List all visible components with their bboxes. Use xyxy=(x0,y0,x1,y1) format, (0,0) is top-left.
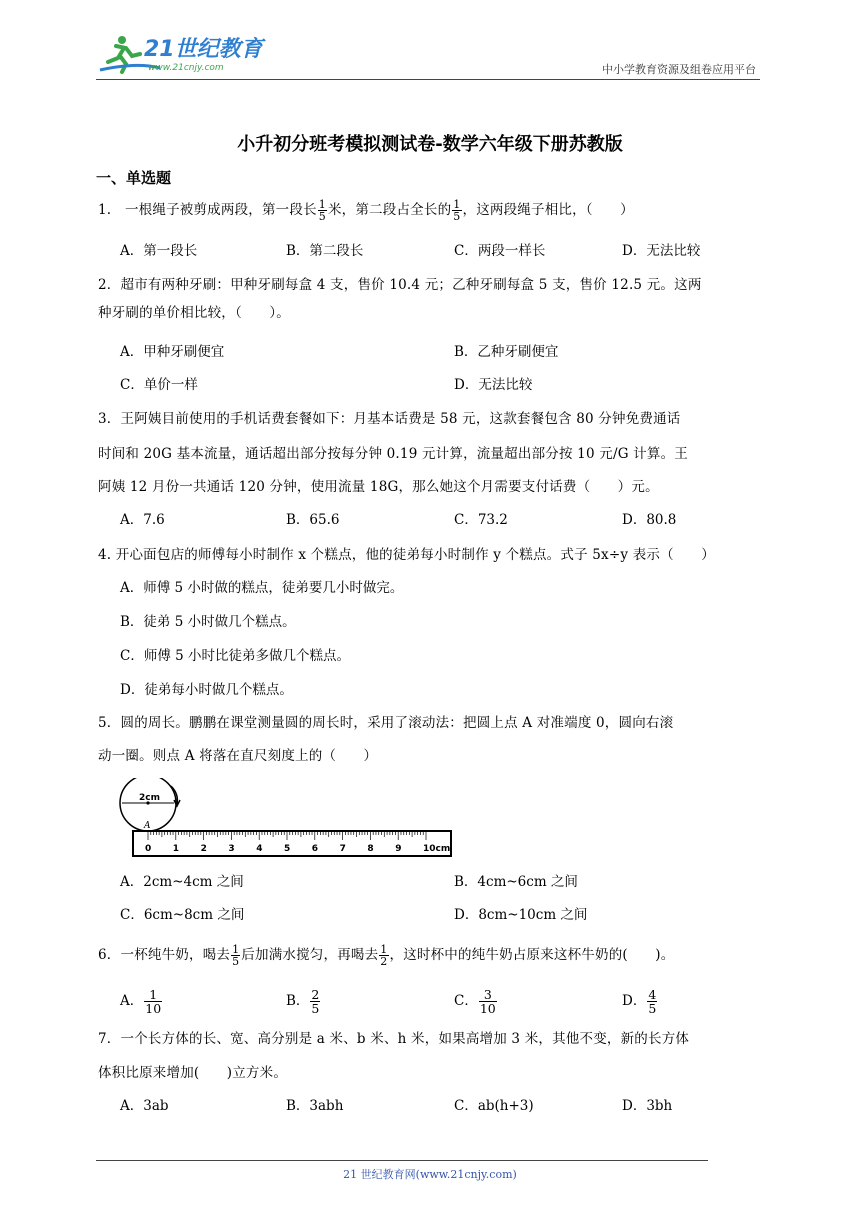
fraction: $\frac{1}{5}$ xyxy=(453,198,461,223)
q4-option-c[interactable]: C．师傅 5 小时比徒弟多做几个糕点。 xyxy=(120,648,351,664)
question-2-line-2: 种牙刷的单价相比较，（ ）。 xyxy=(98,305,290,321)
question-3-line-2: 时间和 20G 基本流量，通话超出部分按每分钟 0.19 元计算，流量超出部分按 10 元/G 计算。王 xyxy=(98,446,688,462)
fraction: $\frac{1}{10}$ xyxy=(145,987,162,1016)
fraction: $\frac{1}{5}$ xyxy=(232,943,240,968)
question-2-line-1: 2．超市有两种牙刷：甲种牙刷每盒 4 支，售价 10.4 元；乙种牙刷每盒 5 支，售价 12.5 元。这两 xyxy=(98,277,702,293)
question-1-stem: 1. 一根绳子被剪成两段，第一段长 $\frac{1}{5}$ 米，第二段占全长的 $\frac{1}{5}$ ，这两段绳子相比，（ ） xyxy=(98,198,634,223)
question-4-stem: 4. 开心面包店的师傅每小时制作 x 个糕点，他的徒弟每小时制作 y 个糕点。式子 5x÷y 表示（ ） xyxy=(98,547,715,563)
fraction: $\frac{3}{10}$ xyxy=(479,987,496,1016)
q6-option-c[interactable]: C． $\frac{3}{10}$ xyxy=(454,987,496,1016)
q2-option-b[interactable]: B．乙种牙刷便宜 xyxy=(454,344,559,360)
fraction: $\frac{4}{5}$ xyxy=(648,987,657,1016)
ruler-tick-label: 4 xyxy=(256,844,263,854)
q3-option-b[interactable]: B．65.6 xyxy=(286,512,340,528)
question-5-line-2: 动一圈。则点 A 将落在直尺刻度上的（ ） xyxy=(98,748,378,764)
q2-option-c[interactable]: C．单价一样 xyxy=(120,377,198,393)
q3-option-a[interactable]: A．7.6 xyxy=(120,512,165,528)
q1-option-d[interactable]: D．无法比较 xyxy=(622,243,701,259)
question-7-line-2: 体积比原来增加( )立方米。 xyxy=(98,1065,288,1081)
ruler-tick-label: 7 xyxy=(339,844,346,854)
page-title: 小升初分班考模拟测试卷-数学六年级下册苏教版 xyxy=(237,134,623,155)
ruler-tick-label: 6 xyxy=(311,844,319,854)
q6-option-a[interactable]: A． $\frac{1}{10}$ xyxy=(120,987,162,1016)
fraction: $\frac{2}{5}$ xyxy=(311,987,320,1016)
ruler-tick-label: 8 xyxy=(367,844,374,854)
ruler-tick-label: 3 xyxy=(228,844,235,854)
q5-option-d[interactable]: D．8cm~10cm 之间 xyxy=(454,907,588,923)
question-5-line-1: 5．圆的周长。鹏鹏在课堂测量圆的周长时，采用了滚动法：把圆上点 A 对准端度 0，圆向右滚 xyxy=(98,715,674,731)
q5-option-a[interactable]: A．2cm~4cm 之间 xyxy=(120,874,244,890)
runner-logo-icon xyxy=(96,32,266,76)
footer-divider xyxy=(96,1160,708,1161)
ruler-ticks xyxy=(145,831,450,854)
q7-option-c[interactable]: C．ab(h+3) xyxy=(454,1098,534,1114)
q7-option-a[interactable]: A．3ab xyxy=(120,1098,169,1114)
svg-text:A: A xyxy=(144,821,151,831)
ruler-tick-label: 9 xyxy=(395,844,402,854)
ruler-tick-label: 10cm xyxy=(423,844,451,854)
question-3-line-3: 阿姨 12 月份一共通话 120 分钟，使用流量 18G，那么她这个月需要支付话费（ ）元。 xyxy=(98,479,659,495)
svg-text:2cm: 2cm xyxy=(139,793,160,803)
q3-option-d[interactable]: D．80.8 xyxy=(622,512,677,528)
svg-text:21世纪教育: 21世纪教育 xyxy=(144,37,263,62)
header-divider xyxy=(96,79,760,80)
page-footer: 21 世纪教育网(www.21cnjy.com) xyxy=(343,1168,517,1181)
ruler-tick-label: 0 xyxy=(145,844,152,854)
ruler-tick-label: 1 xyxy=(172,844,180,854)
q2-option-d[interactable]: D．无法比较 xyxy=(454,377,533,393)
ruler-circle-figure xyxy=(113,778,453,858)
q7-option-b[interactable]: B．3abh xyxy=(286,1098,344,1114)
section-heading: 一、单选题 xyxy=(96,169,172,187)
ruler-tick-label: 5 xyxy=(284,844,291,854)
q4-option-a[interactable]: A．师傅 5 小时做的糕点，徒弟要几小时做完。 xyxy=(120,580,404,596)
fraction: $\frac{1}{5}$ xyxy=(318,198,326,223)
question-3-line-1: 3．王阿姨目前使用的手机话费套餐如下：月基本话费是 58 元，这款套餐包含 80 分钟免费通话 xyxy=(98,411,681,427)
q4-option-d[interactable]: D．徒弟每小时做几个糕点。 xyxy=(120,682,293,698)
q5-option-b[interactable]: B．4cm~6cm 之间 xyxy=(454,874,578,890)
q7-option-d[interactable]: D．3bh xyxy=(622,1098,673,1114)
question-6-stem: 6．一杯纯牛奶，喝去 $\frac{1}{5}$ 后加满水搅匀，再喝去 $\frac{1}{2}$ ，这时杯中的纯牛奶占原来这杯牛奶的( )。 xyxy=(98,943,675,968)
q2-option-a[interactable]: A．甲种牙刷便宜 xyxy=(120,344,225,360)
q6-option-b[interactable]: B． $\frac{2}{5}$ xyxy=(286,987,320,1016)
q1-option-b[interactable]: B．第二段长 xyxy=(286,243,364,259)
logo xyxy=(96,32,266,76)
q6-option-d[interactable]: D． $\frac{4}{5}$ xyxy=(622,987,657,1016)
fraction: $\frac{1}{2}$ xyxy=(380,943,388,968)
question-7-line-1: 7．一个长方体的长、宽、高分别是 a 米、b 米、h 米，如果高增加 3 米，其他不变，新的长方体 xyxy=(98,1031,690,1047)
svg-text:www.21cnjy.com: www.21cnjy.com xyxy=(148,63,224,73)
q3-option-c[interactable]: C．73.2 xyxy=(454,512,508,528)
q1-option-a[interactable]: A．第一段长 xyxy=(120,243,198,259)
page-header xyxy=(96,32,760,80)
q1-option-c[interactable]: C．两段一样长 xyxy=(454,243,546,259)
header-tagline: 中小学教育资源及组卷应用平台 xyxy=(602,63,756,76)
q5-option-c[interactable]: C．6cm~8cm 之间 xyxy=(120,907,245,923)
q4-option-b[interactable]: B．徒弟 5 小时做几个糕点。 xyxy=(120,614,296,630)
ruler-tick-label: 2 xyxy=(200,844,207,854)
